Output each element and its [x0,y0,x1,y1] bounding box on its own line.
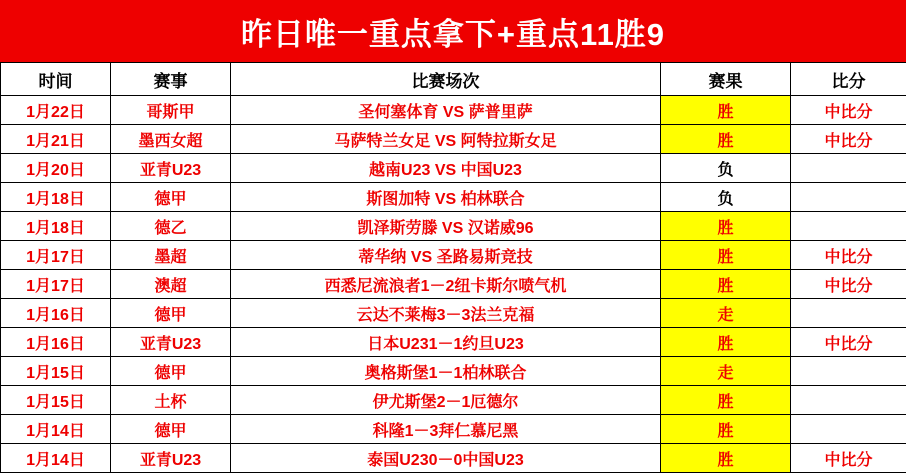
cell-result: 走 [661,299,791,328]
cell-result: 胜 [661,270,791,299]
cell-result: 负 [661,154,791,183]
cell-time: 1月15日 [1,357,111,386]
table-row [1,125,906,154]
table-row [1,328,906,357]
cell-time: 1月22日 [1,96,111,125]
cell-score [791,415,906,444]
cell-league: 墨西女超 [111,125,231,154]
cell-result: 胜 [661,386,791,415]
table-row [1,96,906,125]
cell-result: 走 [661,357,791,386]
cell-match: 泰国U230－0中国U23 [231,444,661,473]
cell-league: 墨超 [111,241,231,270]
cell-time: 1月16日 [1,328,111,357]
cell-match: 越南U23 VS 中国U23 [231,154,661,183]
cell-league: 哥斯甲 [111,96,231,125]
cell-score [791,386,906,415]
cell-match: 马萨特兰女足 VS 阿特拉斯女足 [231,125,661,154]
table-row [1,357,906,386]
banner-title: 昨日唯一重点拿下+重点11胜9 [0,0,906,62]
column-header-score: 比分 [791,63,906,96]
table-header-row [1,63,906,96]
cell-league: 澳超 [111,270,231,299]
cell-league: 土杯 [111,386,231,415]
cell-result: 胜 [661,444,791,473]
cell-result: 胜 [661,328,791,357]
table-header [1,63,906,96]
table-row [1,386,906,415]
cell-match: 奥格斯堡1－1柏林联合 [231,357,661,386]
cell-match: 伊尤斯堡2－1厄德尔 [231,386,661,415]
column-header-league: 赛事 [111,63,231,96]
cell-league: 德甲 [111,299,231,328]
cell-match: 西悉尼流浪者1－2纽卡斯尔喷气机 [231,270,661,299]
table-row [1,212,906,241]
table-row [1,444,906,473]
cell-league: 德甲 [111,183,231,212]
cell-score [791,212,906,241]
cell-result: 胜 [661,96,791,125]
table-row [1,241,906,270]
cell-time: 1月20日 [1,154,111,183]
cell-result: 胜 [661,212,791,241]
cell-result: 胜 [661,125,791,154]
cell-result: 胜 [661,415,791,444]
table-row [1,415,906,444]
table-row [1,299,906,328]
cell-score: 中比分 [791,96,906,125]
cell-score: 中比分 [791,241,906,270]
cell-time: 1月14日 [1,444,111,473]
cell-score: 中比分 [791,270,906,299]
column-header-result: 赛果 [661,63,791,96]
cell-time: 1月17日 [1,270,111,299]
table-row [1,183,906,212]
cell-league: 亚青U23 [111,154,231,183]
cell-score [791,299,906,328]
cell-league: 德甲 [111,415,231,444]
cell-match: 凯泽斯劳滕 VS 汉诺威96 [231,212,661,241]
cell-match: 科隆1－3拜仁慕尼黑 [231,415,661,444]
cell-league: 亚青U23 [111,444,231,473]
cell-score: 中比分 [791,444,906,473]
cell-match: 斯图加特 VS 柏林联合 [231,183,661,212]
cell-time: 1月14日 [1,415,111,444]
column-header-match: 比赛场次 [231,63,661,96]
cell-match: 圣何塞体育 VS 萨普里萨 [231,96,661,125]
cell-league: 德甲 [111,357,231,386]
cell-time: 1月17日 [1,241,111,270]
table-body [1,96,906,473]
cell-score [791,154,906,183]
cell-score [791,183,906,212]
cell-league: 德乙 [111,212,231,241]
cell-time: 1月16日 [1,299,111,328]
cell-time: 1月18日 [1,183,111,212]
cell-match: 蒂华纳 VS 圣路易斯竞技 [231,241,661,270]
cell-score [791,357,906,386]
cell-time: 1月15日 [1,386,111,415]
table-row [1,154,906,183]
cell-score: 中比分 [791,328,906,357]
table-row [1,270,906,299]
cell-result: 负 [661,183,791,212]
column-header-time: 时间 [1,63,111,96]
cell-time: 1月18日 [1,212,111,241]
cell-league: 亚青U23 [111,328,231,357]
cell-result: 胜 [661,241,791,270]
cell-match: 云达不莱梅3－3法兰克福 [231,299,661,328]
results-table [0,62,906,473]
cell-score: 中比分 [791,125,906,154]
cell-match: 日本U231－1约旦U23 [231,328,661,357]
cell-time: 1月21日 [1,125,111,154]
